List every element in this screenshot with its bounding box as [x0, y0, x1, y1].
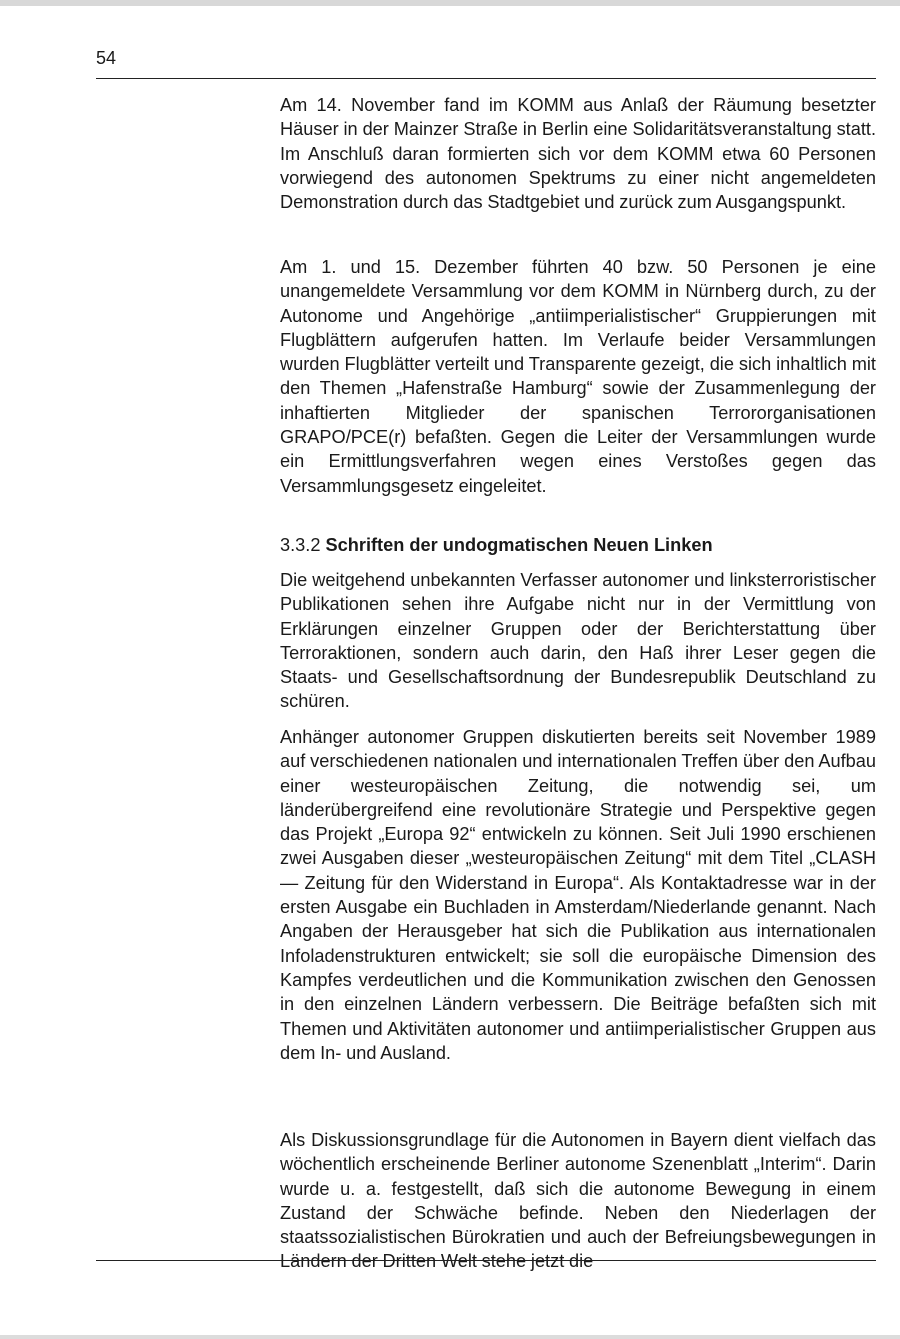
header-rule: [96, 78, 876, 79]
paragraph-clash-newspaper: [280, 725, 876, 1065]
section-number: 3.3.2: [280, 535, 321, 555]
paragraph-interim: [280, 1128, 876, 1274]
page-top-edge: [0, 0, 900, 6]
paragraph-komm-demonstration: [280, 93, 876, 214]
paragraph-text: Am 1. und 15. Dezember führten 40 bzw. 50 Personen je eine unangemeldete Versammlung vor dem KOMM in Nürnberg durch, zu der Autonome und Angehörige „antiimperialistischer“ Gruppierungen mit Flugblättern aufgerufen hatten. Im Verlaufe beider Versammlungen wurden Flugblätter verteilt und Transparente gezeigt, die sich inhaltlich mit den Themen „Hafenstraße Hamburg“ sowie der Zusammenlegung der inhaftierten Mitglieder der spanischen Terrororganisationen GRAPO/PCE(r) befaßten. Gegen die Leiter der Versammlungen wurde ein Ermittlungsverfahren wegen eines Verstoßes gegen das Versammlungsgesetz eingeleitet.: [280, 257, 876, 496]
section-title: Schriften der undogmatischen Neuen Linken: [325, 535, 713, 555]
paragraph-text: Als Diskussionsgrundlage für die Autonomen in Bayern dient vielfach das wöchentlich erscheinende Berliner autonome Szenenblatt „Interim“. Darin wurde u. a. festgestellt, daß sich die autonome Bewegung in einem Zustand der Schwäche befinde. Neben den Niederlagen der staatssozialistischen Bürokratien und auch der Befreiungsbewegungen in Ländern der Dritten Welt stehe jetzt die: [280, 1130, 876, 1272]
page-number: 54: [96, 48, 117, 68]
paragraph-december-assemblies: [280, 255, 876, 498]
footer-rule: [96, 1260, 876, 1261]
section-heading: [280, 533, 876, 557]
paragraph-publications: [280, 568, 876, 714]
page-bottom-edge: [0, 1335, 900, 1339]
paragraph-text: Die weitgehend unbekannten Verfasser autonomer und linksterroristischer Publikationen sehen ihre Aufgabe nicht nur in der Vermittlung von Erklärungen einzelner Gruppen oder der Berichterstattung über Terroraktionen, sondern auch darin, den Haß ihrer Leser gegen die Staats- und Gesellschaftsordnung der Bundesrepublik Deutschland zu schüren.: [280, 570, 876, 712]
paragraph-text: Am 14. November fand im KOMM aus Anlaß der Räumung besetzter Häuser in der Mainzer Straße in Berlin eine Solidaritätsveranstaltung statt. Im Anschluß daran formierten sich vor dem KOMM etwa 60 Personen vorwiegend des autonomen Spektrums zu einer nicht angemeldeten Demonstration durch das Stadtgebiet und zurück zum Ausgangspunkt.: [280, 95, 876, 213]
paragraph-text: Anhänger autonomer Gruppen diskutierten bereits seit November 1989 auf verschiedenen nationalen und internationalen Treffen über den Aufbau einer westeuropäischen Zeitung, die notwendig sei, um länderübergreifend eine revolutionäre Strategie und Perspektive gegen das Projekt „Europa 92“ entwickeln zu können. Seit Juli 1990 erschienen zwei Ausgaben dieser „westeuropäischen Zeitung“ mit dem Titel „CLASH — Zeitung für den Widerstand in Europa“. Als Kontaktadresse war in der ersten Ausgabe ein Buchladen in Amsterdam/Niederlande genannt. Nach Angaben der Herausgeber hat sich die Publikation aus internationalen Infoladenstrukturen entwickelt; sie soll die europäische Dimension des Kampfes verdeutlichen und die Kommunikation zwischen den Genossen in den einzelnen Ländern verbessern. Die Beiträge befaßten sich mit Themen und Aktivitäten autonomer und antiimperialistischer Gruppen aus dem In- und Ausland.: [280, 727, 876, 1063]
